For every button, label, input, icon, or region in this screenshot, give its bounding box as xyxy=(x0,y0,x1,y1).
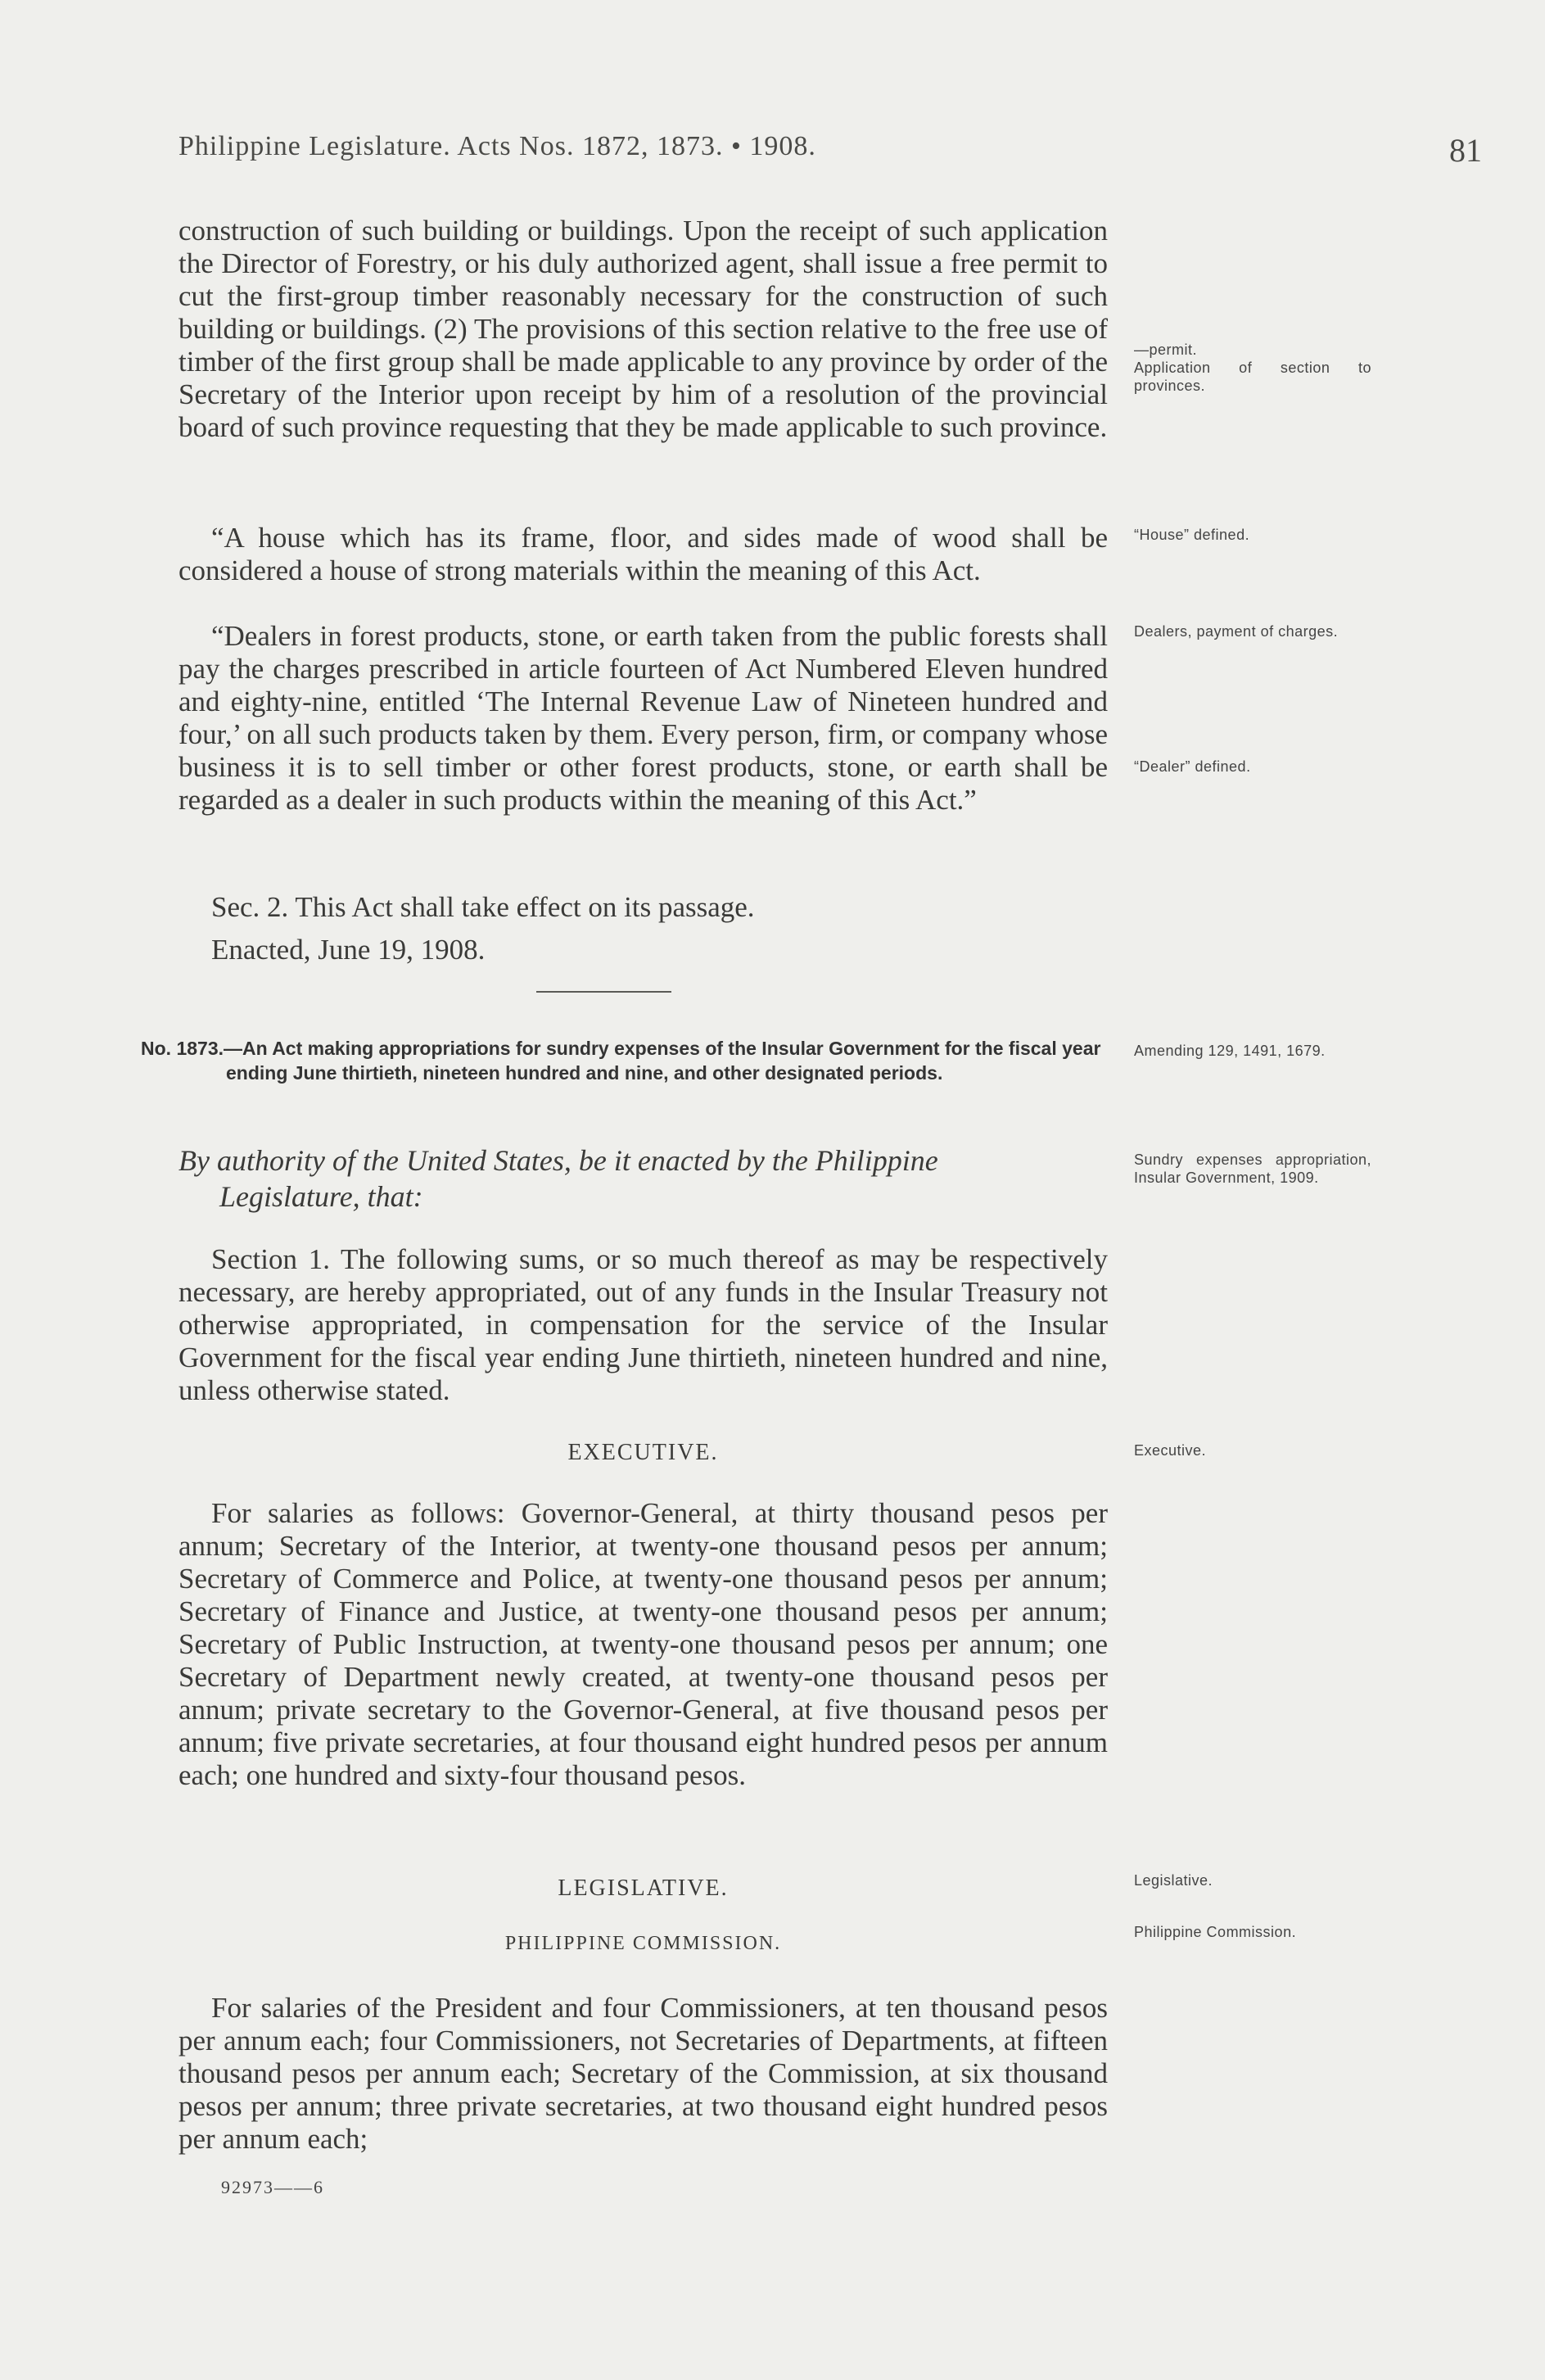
margin-note-executive: Executive. xyxy=(1134,1442,1207,1459)
margin-note-sundry: Sundry expenses appropriation, Insular Government, 1909. xyxy=(1134,1152,1371,1186)
continued-section-text xyxy=(178,215,1108,444)
commission-section xyxy=(178,1992,1108,2156)
signature-code: 92973——6 xyxy=(221,2177,324,2197)
dealers-definition xyxy=(178,620,1108,817)
house-definition xyxy=(178,522,1108,587)
dealers-paragraph: “Dealers in forest products, stone, or earth taken from the public forests shall pay the charges prescribed in article fourteen of Act Numbered Eleven hundred and eighty-nine, entitled ‘The Internal Revenue Law of Nineteen hundred and four,’ on all such products taken by them. Every person, firm, or company whose business it is to sell timber or other forest products, stone, or earth shall be regarded as a dealer in such products within the meaning of this Act.” xyxy=(178,620,1108,816)
margin-note-house: “House” defined. xyxy=(1134,527,1250,543)
house-paragraph: “A house which has its frame, floor, and sides made of wood shall be considered a house of strong materials within the meaning of this Act. xyxy=(178,522,1108,586)
margin-note-permit: —permit. xyxy=(1134,342,1198,358)
sec2-paragraph: Sec. 2. This Act shall take effect on its passage. xyxy=(211,891,755,923)
margin-note-dealer: “Dealer” defined. xyxy=(1134,758,1251,775)
commission-paragraph: For salaries of the President and four Commissioners, at ten thousand pesos per annum each; four Commissioners, not Secretaries of Departments, at fifteen thousand pesos per annum each; Secretary of the Commission, at six thousand pesos per annum; three private secretaries, at two thousand eight hundred pesos per annum each; xyxy=(178,1992,1108,2155)
commission-heading: PHILIPPINE COMMISSION. xyxy=(504,1933,782,1954)
separator-rule xyxy=(536,991,671,993)
section-2 xyxy=(178,891,1108,924)
margin-note-application: Application of section to provinces. xyxy=(1134,360,1371,394)
margin-note-dealers: Dealers, payment of charges. xyxy=(1134,623,1339,640)
enacted-date xyxy=(178,934,1108,966)
enacting-line-1: By authority of the United States, be it enacted by the Philippine xyxy=(178,1144,938,1177)
enacted-line: Enacted, June 19, 1908. xyxy=(211,934,486,966)
section1-paragraph: Section 1. The following sums, or so much thereof as may be respectively necessary, are hereby appropriated, out of any funds in the Insular Treasury not otherwise appropriated, in compensation for the service of the Insular Government for the fiscal year ending June thirtieth, nineteen hundred and nine, unless otherwise stated. xyxy=(178,1243,1108,1406)
margin-note-commission: Philippine Commission. xyxy=(1134,1924,1297,1940)
page-number: 81 xyxy=(1449,132,1482,169)
section-1 xyxy=(178,1243,1108,1407)
executive-paragraph: For salaries as follows: Governor-General, at thirty thousand pesos per annum; Secretary of the Interior, at twenty-one thousand pesos per annum; Secretary of Commerce and Police, at twenty-one thousand pesos per annum; Secretary of Finance and Justice, at twenty-one thousand pesos per annum; Secretary of Public Instruction, at twenty-one thousand pesos per annum; one Secretary of Department newly created, at twenty-one thousand pesos per annum; private secretary to the Governor-General, at five thousand pesos per annum; five private secretaries, at four thousand eight hundred pesos per annum each; one hundred and sixty-four thousand pesos. xyxy=(178,1497,1108,1791)
enacting-clause xyxy=(178,1142,1108,1215)
margin-note-legislative: Legislative. xyxy=(1134,1872,1213,1889)
legislative-heading: LEGISLATIVE. xyxy=(558,1875,729,1901)
enacting-line-2: Legislature, that: xyxy=(219,1180,423,1213)
running-head: Philippine Legislature. Acts Nos. 1872, 1873. • 1908. xyxy=(178,131,816,161)
executive-section xyxy=(178,1497,1108,1792)
act-1873-title xyxy=(141,1036,1107,1085)
margin-note-amending: Amending 129, 1491, 1679. xyxy=(1134,1043,1326,1059)
paragraph-continuation: construction of such building or buildings. Upon the receipt of such application the Director of Forestry, or his duly authorized agent, shall issue a free permit to cut the first-group timber reasonably necessary for the construction of such building or buildings. (2) The provisions of this section relative to the free use of timber of the first group shall be made applicable to any province by order of the Secretary of the Interior upon receipt by him of a resolution of the provincial board of such province requesting that they be made applicable to such province. xyxy=(178,215,1108,443)
act-title-text: No. 1873.—An Act making appropriations for sundry expenses of the Insular Government for the fiscal year ending June thirtieth, nineteen hundred and nine, and other designated periods. xyxy=(141,1038,1101,1084)
executive-heading: EXECUTIVE. xyxy=(567,1440,719,1465)
